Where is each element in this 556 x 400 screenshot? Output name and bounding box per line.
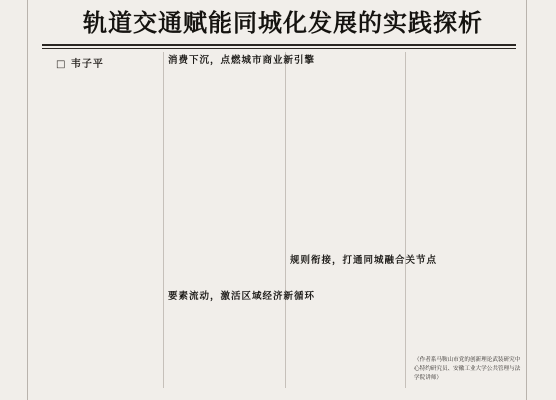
byline: □ 韦子平 [56, 59, 104, 70]
section-heading-consumption: 消费下沉，点燃城市商业新引擎 [168, 55, 316, 66]
column-1 [48, 66, 160, 388]
column-4 [410, 50, 522, 372]
column-2 [168, 50, 316, 372]
headline-rule-thin [42, 48, 516, 49]
section-heading-factor-flow: 要素流动，激活区域经济新循环 [168, 291, 316, 302]
column-divider [285, 52, 286, 388]
section-heading-rule-alignment: 规则衔接，打通同城融合关节点 [290, 255, 438, 266]
column-3 [290, 50, 438, 372]
column-divider [405, 52, 406, 388]
column-divider [163, 52, 164, 388]
article-headline: 轨道交通赋能同城化发展的实践探析 [83, 9, 483, 37]
adjacent-column-left [0, 0, 28, 400]
headline-rule [42, 44, 516, 46]
adjacent-column-right [526, 0, 556, 400]
author-note: （作者系马鞍山市党的创新理论武装研究中心特约研究员、安徽工业大学公共管理与法学院讲师） [414, 357, 521, 381]
